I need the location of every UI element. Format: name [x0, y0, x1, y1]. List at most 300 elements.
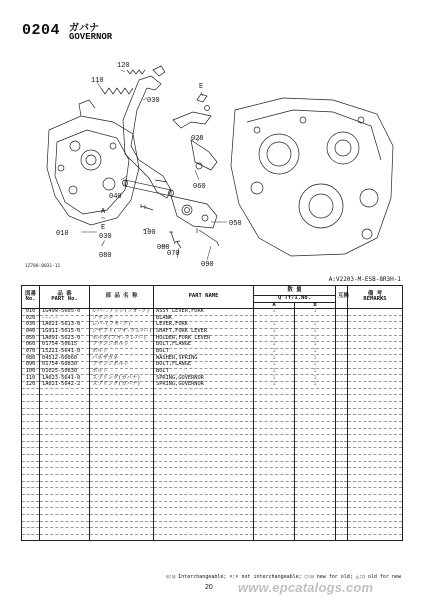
svg-text:E: E — [199, 83, 204, 91]
empty-cell — [154, 481, 254, 488]
col-header-interchange: 互換 — [336, 286, 348, 309]
empty-cell — [254, 441, 295, 448]
row-name-jp: バネザガネ — [90, 355, 154, 362]
row-ref: 120 — [22, 382, 40, 389]
svg-text:∼: ∼ — [101, 215, 106, 223]
empty-cell — [22, 501, 40, 508]
empty-cell — [40, 494, 90, 501]
empty-cell — [295, 514, 336, 521]
svg-text:120: 120 — [117, 62, 130, 70]
empty-cell — [22, 514, 40, 521]
empty-cell — [295, 475, 336, 482]
empty-cell — [90, 468, 154, 475]
empty-cell — [90, 435, 154, 442]
table-row-empty — [22, 455, 403, 462]
row-interchange — [336, 375, 348, 382]
row-ref: 070 — [22, 348, 40, 355]
empty-cell — [154, 488, 254, 495]
gear-case-left — [47, 100, 139, 225]
empty-cell — [348, 488, 403, 495]
table-row — [22, 362, 403, 369]
row-remarks — [348, 322, 403, 329]
row-part-name: BOLT,FLANGE — [154, 342, 254, 349]
row-ref: 060 — [22, 342, 40, 349]
row-qty-b: 1 — [295, 368, 336, 375]
empty-cell — [22, 521, 40, 528]
svg-text:110: 110 — [91, 77, 104, 85]
row-name-jp: シヤフト(フオ-クレバ-) — [90, 328, 154, 335]
row-qty-a: 1 — [254, 362, 295, 369]
table-row-empty — [22, 461, 403, 468]
empty-cell — [295, 488, 336, 495]
bolts — [141, 180, 219, 248]
empty-cell — [295, 388, 336, 395]
col-header-qty-a: A — [254, 302, 295, 309]
empty-cell — [22, 415, 40, 422]
empty-cell — [336, 448, 348, 455]
shaft-040 — [123, 180, 174, 196]
empty-cell — [348, 508, 403, 515]
row-part-name: BOLT — [154, 368, 254, 375]
row-qty-a: 1 — [254, 375, 295, 382]
svg-text:050: 050 — [229, 220, 242, 228]
empty-cell — [40, 521, 90, 528]
empty-cell — [154, 475, 254, 482]
row-remarks — [348, 328, 403, 335]
parts-table-body — [22, 309, 403, 541]
empty-cell — [336, 421, 348, 428]
row-ref: 040 — [22, 328, 40, 335]
empty-cell — [295, 448, 336, 455]
row-qty-b: 1 — [295, 342, 336, 349]
empty-cell — [348, 428, 403, 435]
row-part-no: 1A021-5642-2 — [40, 382, 90, 389]
empty-cell — [295, 421, 336, 428]
row-part-no: 1G499-5605-0 — [40, 309, 90, 316]
empty-cell — [336, 501, 348, 508]
row-qty-b: 1 — [295, 362, 336, 369]
svg-text:040: 040 — [109, 193, 122, 201]
row-qty-b: 1 — [295, 328, 336, 335]
table-row-empty — [22, 421, 403, 428]
empty-cell — [254, 528, 295, 535]
empty-cell — [22, 455, 40, 462]
empty-cell — [336, 415, 348, 422]
svg-text:/: / — [101, 241, 106, 249]
row-qty-b: 1 — [295, 335, 336, 342]
empty-cell — [348, 401, 403, 408]
empty-cell — [40, 395, 90, 402]
svg-text:020: 020 — [191, 135, 204, 143]
empty-cell — [90, 494, 154, 501]
svg-text:090: 090 — [201, 261, 214, 269]
empty-cell — [154, 514, 254, 521]
row-interchange — [336, 315, 348, 322]
row-name-jp: レバ-(フオ-ク) — [90, 322, 154, 329]
row-qty-a: 1 — [254, 328, 295, 335]
row-part-name: BLANK — [154, 315, 254, 322]
empty-cell — [348, 455, 403, 462]
empty-cell — [40, 415, 90, 422]
row-name-jp: レバ-.アッシ(フオ-ク) — [90, 309, 154, 316]
row-qty-a: 1 — [254, 355, 295, 362]
row-qty-b: 1 — [295, 355, 336, 362]
empty-cell — [40, 508, 90, 515]
table-row-empty — [22, 441, 403, 448]
empty-cell — [295, 395, 336, 402]
empty-cell — [22, 488, 40, 495]
empty-cell — [22, 528, 40, 535]
row-qty-a: 1 — [254, 322, 295, 329]
row-qty-a: 1 — [254, 342, 295, 349]
empty-cell — [336, 408, 348, 415]
empty-cell — [336, 494, 348, 501]
svg-text:070: 070 — [167, 250, 180, 258]
row-qty-b: 1 — [295, 309, 336, 316]
section-title-jp: ガバナ — [69, 23, 99, 34]
row-part-name: BOLT — [154, 348, 254, 355]
empty-cell — [295, 455, 336, 462]
empty-cell — [154, 428, 254, 435]
empty-cell — [336, 441, 348, 448]
empty-cell — [154, 415, 254, 422]
row-name-jp: フランジボルト — [90, 342, 154, 349]
row-qty-b: 1 — [295, 322, 336, 329]
row-interchange — [336, 335, 348, 342]
col-header-remarks: 備 考 REMARKS — [348, 286, 403, 309]
empty-cell — [348, 408, 403, 415]
table-row-empty — [22, 521, 403, 528]
empty-cell — [295, 534, 336, 541]
table-row — [22, 355, 403, 362]
table-row — [22, 368, 403, 375]
table-row-empty — [22, 401, 403, 408]
row-ref: 010 — [22, 309, 40, 316]
empty-cell — [154, 421, 254, 428]
empty-cell — [90, 455, 154, 462]
empty-cell — [336, 481, 348, 488]
row-remarks — [348, 342, 403, 349]
empty-cell — [154, 435, 254, 442]
section-title-en: GOVERNOR — [69, 32, 113, 42]
row-name-jp: ボルト — [90, 348, 154, 355]
empty-cell — [254, 488, 295, 495]
empty-cell — [254, 388, 295, 395]
row-interchange — [336, 362, 348, 369]
empty-cell — [40, 388, 90, 395]
row-remarks — [348, 368, 403, 375]
empty-cell — [22, 441, 40, 448]
empty-cell — [254, 514, 295, 521]
empty-cell — [90, 481, 154, 488]
empty-cell — [90, 395, 154, 402]
empty-cell — [154, 508, 254, 515]
empty-cell — [22, 428, 40, 435]
empty-cell — [40, 528, 90, 535]
row-remarks — [348, 382, 403, 389]
empty-cell — [90, 428, 154, 435]
empty-cell — [348, 415, 403, 422]
empty-cell — [40, 468, 90, 475]
row-qty-a: 1 — [254, 368, 295, 375]
empty-cell — [336, 488, 348, 495]
table-row-empty — [22, 415, 403, 422]
row-remarks — [348, 348, 403, 355]
row-part-no: 04512-60060 — [40, 355, 90, 362]
empty-cell — [295, 508, 336, 515]
row-part-no: 1A091-5623-0 — [40, 335, 90, 342]
empty-cell — [348, 481, 403, 488]
empty-cell — [348, 435, 403, 442]
empty-cell — [336, 468, 348, 475]
empty-cell — [336, 475, 348, 482]
empty-cell — [90, 501, 154, 508]
empty-cell — [154, 388, 254, 395]
empty-cell — [90, 514, 154, 521]
empty-cell — [154, 408, 254, 415]
table-row — [22, 348, 403, 355]
empty-cell — [336, 435, 348, 442]
row-qty-a: 1 — [254, 335, 295, 342]
col-header-qty-en: Q'TY/I.No. — [254, 296, 336, 303]
empty-cell — [254, 521, 295, 528]
empty-cell — [22, 481, 40, 488]
empty-cell — [90, 488, 154, 495]
empty-cell — [254, 501, 295, 508]
table-row-empty — [22, 475, 403, 482]
empty-cell — [254, 461, 295, 468]
empty-cell — [90, 448, 154, 455]
empty-cell — [336, 395, 348, 402]
empty-cell — [154, 401, 254, 408]
col-header-qty-b: B — [295, 302, 336, 309]
empty-cell — [40, 534, 90, 541]
empty-cell — [40, 455, 90, 462]
row-name-jp: スプリング(ガバナ) — [90, 375, 154, 382]
empty-cell — [348, 468, 403, 475]
lever-link-e — [173, 94, 217, 170]
table-row-empty — [22, 435, 403, 442]
empty-cell — [336, 401, 348, 408]
empty-cell — [90, 508, 154, 515]
row-remarks — [348, 362, 403, 369]
empty-cell — [336, 455, 348, 462]
col-header-part-no: 品 番 PART No. — [40, 286, 90, 309]
row-name-jp: ブランク — [90, 315, 154, 322]
row-remarks — [348, 315, 403, 322]
empty-cell — [40, 461, 90, 468]
empty-cell — [40, 435, 90, 442]
empty-cell — [336, 514, 348, 521]
row-part-name: LEVER,FORK — [154, 322, 254, 329]
row-part-no: 1A023-5641-0 — [40, 375, 90, 382]
empty-cell — [22, 401, 40, 408]
empty-cell — [254, 481, 295, 488]
empty-cell — [295, 494, 336, 501]
row-ref: 050 — [22, 335, 40, 342]
empty-cell — [348, 395, 403, 402]
empty-cell — [154, 494, 254, 501]
empty-cell — [22, 534, 40, 541]
empty-cell — [254, 408, 295, 415]
table-row — [22, 335, 403, 342]
svg-text:100: 100 — [143, 229, 156, 237]
empty-cell — [348, 388, 403, 395]
row-qty-a: 1 — [254, 309, 295, 316]
row-interchange — [336, 328, 348, 335]
empty-cell — [154, 461, 254, 468]
empty-cell — [154, 534, 254, 541]
row-part-name: SHAFT,FORK LEVER — [154, 328, 254, 335]
empty-cell — [22, 475, 40, 482]
table-row-empty — [22, 388, 403, 395]
table-row — [22, 309, 403, 316]
row-part-no: 01754-60830 — [40, 362, 90, 369]
row-ref: 080 — [22, 355, 40, 362]
empty-cell — [254, 534, 295, 541]
empty-cell — [40, 481, 90, 488]
crankcase-right — [231, 98, 393, 256]
callout-labels — [56, 62, 242, 269]
diagram-footer-code: 1Z788-0031-11 — [25, 264, 61, 269]
table-row-empty — [22, 395, 403, 402]
table-row-empty — [22, 508, 403, 515]
empty-cell — [348, 528, 403, 535]
col-header-name-jp: 部 品 名 称 — [90, 286, 154, 309]
empty-cell — [154, 468, 254, 475]
empty-cell — [40, 475, 90, 482]
page-number: 20 — [205, 584, 213, 591]
empty-cell — [90, 408, 154, 415]
empty-cell — [154, 441, 254, 448]
empty-cell — [295, 435, 336, 442]
row-part-no: ----- — [40, 315, 90, 322]
empty-cell — [154, 395, 254, 402]
empty-cell — [336, 388, 348, 395]
empty-cell — [336, 534, 348, 541]
empty-cell — [40, 448, 90, 455]
row-interchange — [336, 309, 348, 316]
empty-cell — [254, 395, 295, 402]
empty-cell — [336, 428, 348, 435]
empty-cell — [90, 421, 154, 428]
empty-cell — [295, 401, 336, 408]
model-reference: A:V2203-M-ESB-8R3H-1 — [328, 276, 401, 283]
empty-cell — [40, 488, 90, 495]
empty-cell — [22, 508, 40, 515]
empty-cell — [295, 441, 336, 448]
row-interchange — [336, 322, 348, 329]
empty-cell — [348, 475, 403, 482]
svg-text:E: E — [101, 224, 106, 232]
exploded-parts-diagram — [21, 50, 401, 270]
empty-cell — [40, 428, 90, 435]
table-row-empty — [22, 534, 403, 541]
table-row-empty — [22, 488, 403, 495]
empty-cell — [90, 528, 154, 535]
section-code: 0204 — [22, 22, 61, 39]
empty-cell — [90, 415, 154, 422]
empty-cell — [40, 401, 90, 408]
empty-cell — [348, 514, 403, 521]
empty-cell — [22, 435, 40, 442]
row-interchange — [336, 342, 348, 349]
empty-cell — [40, 441, 90, 448]
empty-cell — [22, 388, 40, 395]
empty-cell — [154, 455, 254, 462]
table-row-empty — [22, 494, 403, 501]
col-header-ref: 図番 No. — [22, 286, 40, 309]
empty-cell — [295, 415, 336, 422]
row-part-name: ASSY LEVER,FORK — [154, 309, 254, 316]
empty-cell — [22, 421, 40, 428]
empty-cell — [348, 441, 403, 448]
empty-cell — [295, 501, 336, 508]
empty-cell — [336, 528, 348, 535]
table-row-empty — [22, 428, 403, 435]
svg-text:A: A — [101, 208, 106, 216]
parts-table — [21, 285, 403, 541]
empty-cell — [22, 461, 40, 468]
empty-cell — [22, 494, 40, 501]
row-qty-a: 1 — [254, 348, 295, 355]
empty-cell — [40, 501, 90, 508]
empty-cell — [90, 521, 154, 528]
empty-cell — [254, 415, 295, 422]
empty-cell — [254, 455, 295, 462]
empty-cell — [154, 501, 254, 508]
empty-cell — [254, 428, 295, 435]
empty-cell — [154, 521, 254, 528]
table-row-empty — [22, 514, 403, 521]
empty-cell — [295, 481, 336, 488]
row-ref: 090 — [22, 362, 40, 369]
empty-cell — [348, 501, 403, 508]
row-ref: 030 — [22, 322, 40, 329]
empty-cell — [40, 408, 90, 415]
empty-cell — [154, 448, 254, 455]
table-row-empty — [22, 528, 403, 535]
empty-cell — [90, 441, 154, 448]
empty-cell — [90, 534, 154, 541]
empty-cell — [295, 521, 336, 528]
empty-cell — [295, 528, 336, 535]
row-ref: 100 — [22, 368, 40, 375]
interchangeability-legend: ◎:◎ Interchangeable; ×:× not interchangeable; ○:◎ new for old; △:○ old for new — [166, 574, 401, 580]
row-part-name: SPRING,GOVERNOR — [154, 375, 254, 382]
empty-cell — [40, 421, 90, 428]
row-remarks — [348, 335, 403, 342]
empty-cell — [22, 395, 40, 402]
empty-cell — [90, 401, 154, 408]
row-interchange — [336, 348, 348, 355]
row-part-no: 01754-50615 — [40, 342, 90, 349]
col-header-qty-jp: 数 量 — [254, 286, 336, 296]
svg-text:080: 080 — [99, 252, 112, 260]
row-name-jp: ボルト — [90, 368, 154, 375]
row-ref: 110 — [22, 375, 40, 382]
empty-cell — [348, 534, 403, 541]
table-row-empty — [22, 468, 403, 475]
row-part-no: 1A021-5613-0 — [40, 322, 90, 329]
empty-cell — [154, 528, 254, 535]
watermark-text: www.epcatalogs.com — [238, 580, 374, 595]
row-part-no: 01025-50830 — [40, 368, 90, 375]
table-row — [22, 382, 403, 389]
table-row-empty — [22, 501, 403, 508]
empty-cell — [40, 514, 90, 521]
empty-cell — [336, 508, 348, 515]
